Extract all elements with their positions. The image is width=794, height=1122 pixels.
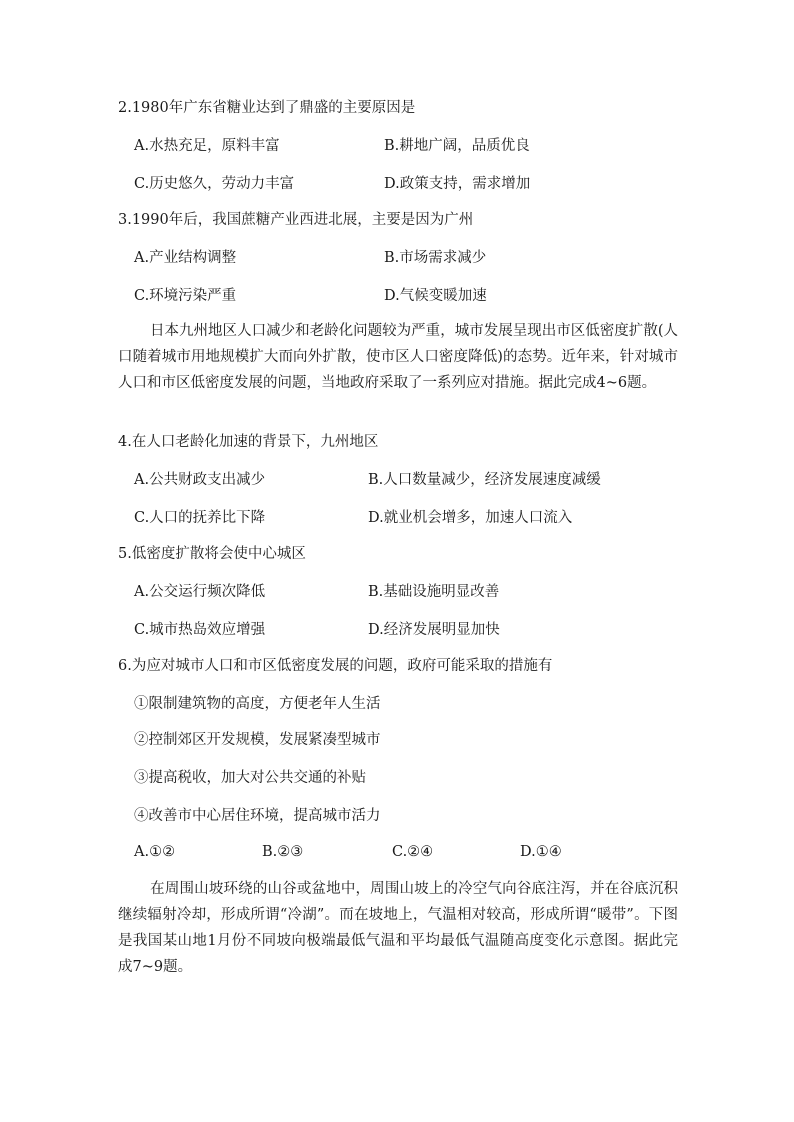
passage-cold-lake-text: 在周围山坡环绕的山谷或盆地中，周围山坡上的冷空气向谷底注泻，并在谷底沉积继续辐射冷却，形成所谓“冷湖”。而在坡地上，气温相对较高，形成所谓“暖带”。下图是我国某山地1月份不同坡向极端最低气温和平均最低气温随高度变化示意图。据此完成7~9题。 [118, 881, 678, 975]
q2-option-a: A.水热充足，原料丰富 [134, 138, 280, 154]
q6-option-b: B.②③ [262, 844, 304, 860]
q6-stem: 6.为应对城市人口和市区低密度发展的问题，政府可能采取的措施有 [118, 658, 553, 674]
q5-option-d: D.经济发展明显加快 [368, 622, 500, 638]
q6-option-c: C.②④ [392, 844, 434, 860]
q5-stem: 5.低密度扩散将会使中心城区 [118, 546, 306, 562]
q3-stem: 3.1990年后，我国蔗糖产业西进北展，主要是因为广州 [118, 212, 474, 228]
passage-cold-lake [118, 876, 678, 980]
q3-option-c: C.环境污染严重 [134, 288, 237, 304]
q3-option-d: D.气候变暖加速 [384, 288, 487, 304]
q4-option-c: C.人口的抚养比下降 [134, 510, 266, 526]
q2-option-b: B.耕地广阔，品质优良 [384, 138, 530, 154]
q5-option-c: C.城市热岛效应增强 [134, 622, 266, 638]
q4-stem: 4.在人口老龄化加速的背景下，九州地区 [118, 434, 379, 450]
q3-option-a: A.产业结构调整 [134, 250, 237, 266]
q3-option-b: B.市场需求减少 [384, 250, 487, 266]
q4-option-d: D.就业机会增多，加速人口流入 [368, 510, 573, 526]
q5-option-b: B.基础设施明显改善 [368, 584, 500, 600]
q4-option-b: B.人口数量减少，经济发展速度减缓 [368, 472, 601, 488]
q2-option-d: D.政策支持，需求增加 [384, 176, 531, 192]
q6-option-d: D.①④ [520, 844, 562, 860]
passage-kyushu [118, 318, 678, 396]
q6-item-3: ③提高税收，加大对公共交通的补贴 [134, 770, 366, 786]
q6-item-1: ①限制建筑物的高度，方便老年人生活 [134, 696, 381, 712]
q2-option-c: C.历史悠久，劳动力丰富 [134, 176, 295, 192]
q5-option-a: A.公交运行频次降低 [134, 584, 266, 600]
q6-item-2: ②控制郊区开发规模，发展紧凑型城市 [134, 732, 381, 748]
passage-kyushu-text: 日本九州地区人口减少和老龄化问题较为严重，城市发展呈现出市区低密度扩散(人口随着城市用地规模扩大而向外扩散，使市区人口密度降低)的态势。近年来，针对城市人口和市区低密度发展的问题，当地政府采取了一系列应对措施。据此完成4~6题。 [118, 323, 678, 391]
q6-option-a: A.①② [134, 844, 176, 860]
q2-stem: 2.1980年广东省糖业达到了鼎盛的主要原因是 [118, 100, 416, 116]
q4-option-a: A.公共财政支出减少 [134, 472, 266, 488]
q6-item-4: ④改善市中心居住环境，提高城市活力 [134, 808, 381, 824]
